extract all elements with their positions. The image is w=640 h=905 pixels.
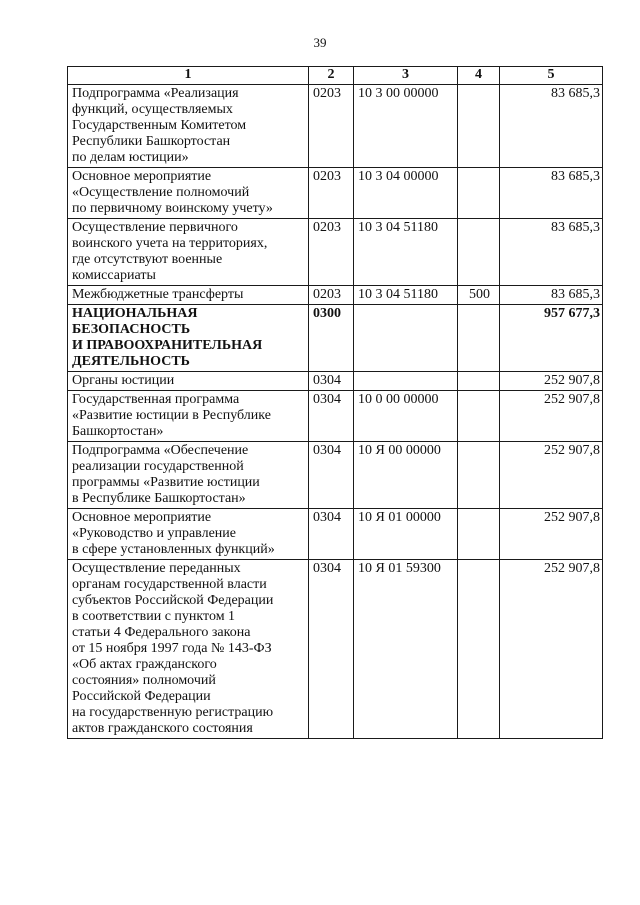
- table-row: [68, 560, 603, 739]
- cell-name-line: ДЕЯТЕЛЬНОСТЬ: [72, 354, 190, 369]
- cell-name-line: «Об актах гражданского: [72, 657, 217, 672]
- table-row: [68, 85, 603, 168]
- cell-amount: 252 907,8: [500, 391, 603, 442]
- table-row: [68, 391, 603, 442]
- cell-target: [354, 372, 458, 391]
- cell-name-line: где отсутствуют военные: [72, 252, 223, 267]
- cell-type: 500: [458, 286, 500, 305]
- cell-name-line: реализации государственной: [72, 459, 244, 474]
- cell-amount: 83 685,3: [500, 168, 603, 219]
- cell-name-line: Основное мероприятие: [72, 169, 212, 184]
- cell-name-line: программы «Развитие юстиции: [72, 475, 260, 490]
- cell-name-line: актов гражданского состояния: [72, 721, 253, 736]
- table-header-row: [68, 67, 603, 85]
- cell-amount: 252 907,8: [500, 560, 603, 739]
- cell-section: 0304: [309, 442, 354, 509]
- cell-section: 0304: [309, 509, 354, 560]
- cell-type: [458, 442, 500, 509]
- cell-name-line: состояния» полномочий: [72, 673, 216, 688]
- cell-name-line: Подпрограмма «Обеспечение: [72, 443, 249, 458]
- cell-section: 0203: [309, 168, 354, 219]
- cell-name-line: НАЦИОНАЛЬНАЯ: [72, 306, 198, 321]
- cell-section: 0203: [309, 219, 354, 286]
- cell-name-line: на государственную регистрацию: [72, 705, 274, 720]
- page-number: 39: [313, 35, 327, 50]
- cell-section: 0304: [309, 560, 354, 739]
- column-header-section: 2: [309, 67, 354, 85]
- cell-name-line: функций, осуществляемых: [72, 102, 233, 117]
- cell-type: [458, 560, 500, 739]
- cell-name-line: Государственная программа: [72, 392, 240, 407]
- cell-name-line: «Осуществление полномочий: [72, 185, 250, 200]
- cell-section: 0300: [309, 305, 354, 372]
- table-row: [68, 219, 603, 286]
- cell-type: [458, 372, 500, 391]
- cell-amount: 83 685,3: [500, 219, 603, 286]
- cell-name: [68, 509, 309, 560]
- cell-name: [68, 560, 309, 739]
- cell-type: [458, 85, 500, 168]
- cell-name-line: комиссариаты: [72, 268, 156, 283]
- cell-type: [458, 219, 500, 286]
- cell-amount: 252 907,8: [500, 509, 603, 560]
- cell-name-line: Республики Башкортостан: [72, 134, 231, 149]
- cell-name-line: БЕЗОПАСНОСТЬ: [72, 322, 191, 337]
- cell-section: 0203: [309, 286, 354, 305]
- cell-name-line: в соответствии с пунктом 1: [72, 609, 236, 624]
- column-header-type: 4: [458, 67, 500, 85]
- cell-name-line: по первичному воинскому учету»: [72, 201, 273, 216]
- table-body: [68, 85, 603, 739]
- cell-target: [354, 305, 458, 372]
- cell-name: [68, 372, 309, 391]
- cell-name-line: Осуществление первичного: [72, 220, 238, 235]
- cell-type: [458, 168, 500, 219]
- cell-name-line: Башкортостан»: [72, 424, 164, 439]
- table-row: [68, 305, 603, 372]
- cell-name-line: по делам юстиции»: [72, 150, 189, 165]
- cell-name-line: органам государственной власти: [72, 577, 267, 592]
- cell-name: [68, 286, 309, 305]
- cell-amount: 252 907,8: [500, 372, 603, 391]
- cell-section: 0304: [309, 372, 354, 391]
- cell-target: 10 Я 01 59300: [354, 560, 458, 739]
- column-header-name: 1: [68, 67, 309, 85]
- cell-target: 10 3 04 51180: [354, 286, 458, 305]
- cell-name-line: в Республике Башкортостан»: [72, 491, 246, 506]
- table-row: [68, 442, 603, 509]
- cell-name-line: статьи 4 Федерального закона: [72, 625, 251, 640]
- column-header-target: 3: [354, 67, 458, 85]
- cell-name: [68, 219, 309, 286]
- cell-amount: 83 685,3: [500, 85, 603, 168]
- cell-section: 0203: [309, 85, 354, 168]
- cell-name: [68, 168, 309, 219]
- cell-name-line: в сфере установленных функций»: [72, 542, 275, 557]
- cell-amount: 252 907,8: [500, 442, 603, 509]
- table-row: [68, 509, 603, 560]
- cell-type: [458, 305, 500, 372]
- cell-name-line: «Развитие юстиции в Республике: [72, 408, 271, 423]
- cell-target: 10 3 04 00000: [354, 168, 458, 219]
- cell-name-line: «Руководство и управление: [72, 526, 236, 541]
- cell-name-line: субъектов Российской Федерации: [72, 593, 274, 608]
- cell-target: 10 Я 00 00000: [354, 442, 458, 509]
- cell-section: 0304: [309, 391, 354, 442]
- cell-name-line: И ПРАВООХРАНИТЕЛЬНАЯ: [72, 338, 263, 353]
- cell-name: [68, 442, 309, 509]
- cell-name-line: воинского учета на территориях,: [72, 236, 268, 251]
- cell-name-line: Органы юстиции: [72, 373, 175, 388]
- cell-amount: 83 685,3: [500, 286, 603, 305]
- table-row: [68, 286, 603, 305]
- budget-table: [67, 66, 603, 739]
- cell-name: [68, 391, 309, 442]
- cell-type: [458, 509, 500, 560]
- cell-name-line: от 15 ноября 1997 года № 143-ФЗ: [72, 641, 272, 656]
- cell-name-line: Государственным Комитетом: [72, 118, 247, 133]
- cell-amount: 957 677,3: [500, 305, 603, 372]
- cell-name: [68, 85, 309, 168]
- table-row: [68, 168, 603, 219]
- cell-name-line: Подпрограмма «Реализация: [72, 86, 239, 101]
- column-header-amount: 5: [500, 67, 603, 85]
- cell-name-line: Российской Федерации: [72, 689, 211, 704]
- cell-target: 10 0 00 00000: [354, 391, 458, 442]
- cell-target: 10 3 04 51180: [354, 219, 458, 286]
- cell-name: [68, 305, 309, 372]
- cell-target: 10 Я 01 00000: [354, 509, 458, 560]
- cell-name-line: Межбюджетные трансферты: [72, 287, 244, 302]
- cell-name-line: Осуществление переданных: [72, 561, 241, 576]
- cell-name-line: Основное мероприятие: [72, 510, 212, 525]
- cell-type: [458, 391, 500, 442]
- table-row: [68, 372, 603, 391]
- cell-target: 10 3 00 00000: [354, 85, 458, 168]
